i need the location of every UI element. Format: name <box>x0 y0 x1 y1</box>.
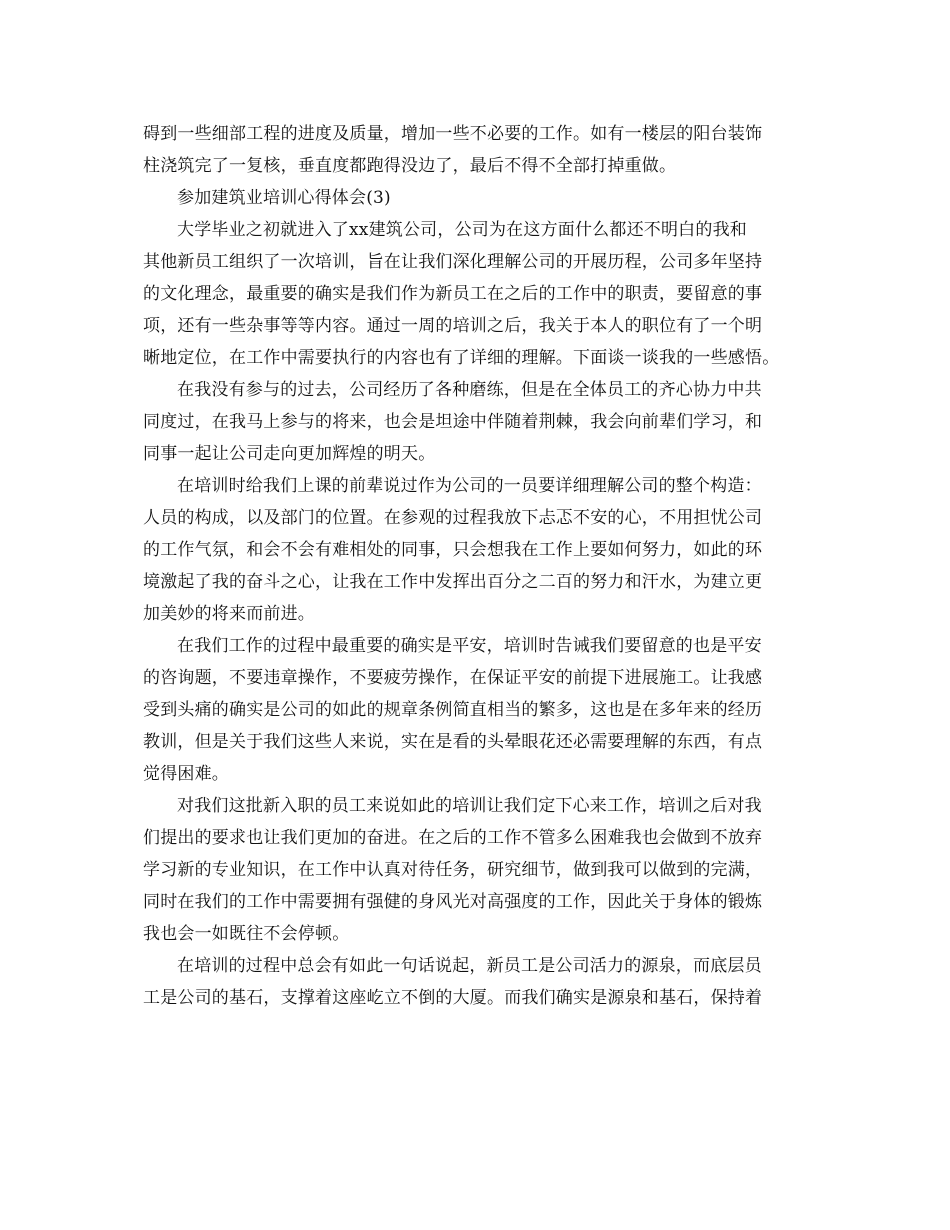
document-body <box>143 118 823 1014</box>
text-line: 工是公司的基石，支撑着这座屹立不倒的大厦。而我们确实是源泉和基石，保持着 <box>143 988 763 1008</box>
text-line: 在我没有参与的过去，公司经历了各种磨练，但是在全体员工的齐心协力中共 <box>177 380 762 400</box>
text-line: 人员的构成，以及部门的位置。在参观的过程我放下忐忑不安的心，不用担忧公司 <box>143 508 763 528</box>
text-line: 们提出的要求也让我们更加的奋进。在之后的工作不管多么困难我也会做到不放弃 <box>143 828 763 848</box>
text-line: 的文化理念，最重要的确实是我们作为新员工在之后的工作中的职责，要留意的事 <box>143 284 763 304</box>
text-line: 我也会一如既往不会停顿。 <box>143 924 350 944</box>
text-line: 同时在我们的工作中需要拥有强健的身风光对高强度的工作，因此关于身体的锻炼 <box>143 892 763 912</box>
text-line: 在我们工作的过程中最重要的确实是平安，培训时告诫我们要留意的也是平安 <box>177 636 762 656</box>
text-line: 项，还有一些杂事等等内容。通过一周的培训之后，我关于本人的职位有了一个明 <box>143 316 763 336</box>
text-line: 同事一起让公司走向更加辉煌的明天。 <box>143 444 436 464</box>
text-line: 碍到一些细部工程的进度及质量，增加一些不必要的工作。如有一楼层的阳台装饰 <box>143 124 763 144</box>
section-heading: 参加建筑业培训心得体会(3) <box>177 188 391 208</box>
text-line: 其他新员工组织了一次培训，旨在让我们深化理解公司的开展历程，公司多年坚持 <box>143 252 763 272</box>
text-line: 晰地定位，在工作中需要执行的内容也有了详细的理解。下面谈一谈我的一些感悟。 <box>143 348 780 368</box>
text-line: 境激起了我的奋斗之心，让我在工作中发挥出百分之二百的努力和汗水，为建立更 <box>143 572 763 592</box>
text-line: 觉得困难。 <box>143 764 229 784</box>
text-line: 在培训时给我们上课的前辈说过作为公司的一员要详细理解公司的整个构造： <box>177 476 762 496</box>
text-line: 在培训的过程中总会有如此一句话说起，新员工是公司活力的源泉，而底层员 <box>177 956 762 976</box>
text-line: 对我们这批新入职的员工来说如此的培训让我们定下心来工作，培训之后对我 <box>177 796 762 816</box>
text-line: 大学毕业之初就进入了xx建筑公司，公司为在这方面什么都还不明白的我和 <box>177 220 747 240</box>
text-line: 学习新的专业知识，在工作中认真对待任务，研究细节，做到我可以做到的完满， <box>143 860 763 880</box>
text-line: 加美妙的将来而前进。 <box>143 604 315 624</box>
text-line: 的工作气氛，和会不会有难相处的同事，只会想我在工作上要如何努力，如此的环 <box>143 540 763 560</box>
text-line: 同度过，在我马上参与的将来，也会是坦途中伴随着荆棘，我会向前辈们学习，和 <box>143 412 763 432</box>
text-line: 受到头痛的确实是公司的如此的规章条例简直相当的繁多，这也是在多年来的经历 <box>143 700 763 720</box>
text-line: 教训，但是关于我们这些人来说，实在是看的头晕眼花还必需要理解的东西，有点 <box>143 732 763 752</box>
text-line: 柱浇筑完了一复核，垂直度都跑得没边了，最后不得不全部打掉重做。 <box>143 156 677 176</box>
text-line: 的咨询题，不要违章操作，不要疲劳操作，在保证平安的前提下进展施工。让我感 <box>143 668 763 688</box>
